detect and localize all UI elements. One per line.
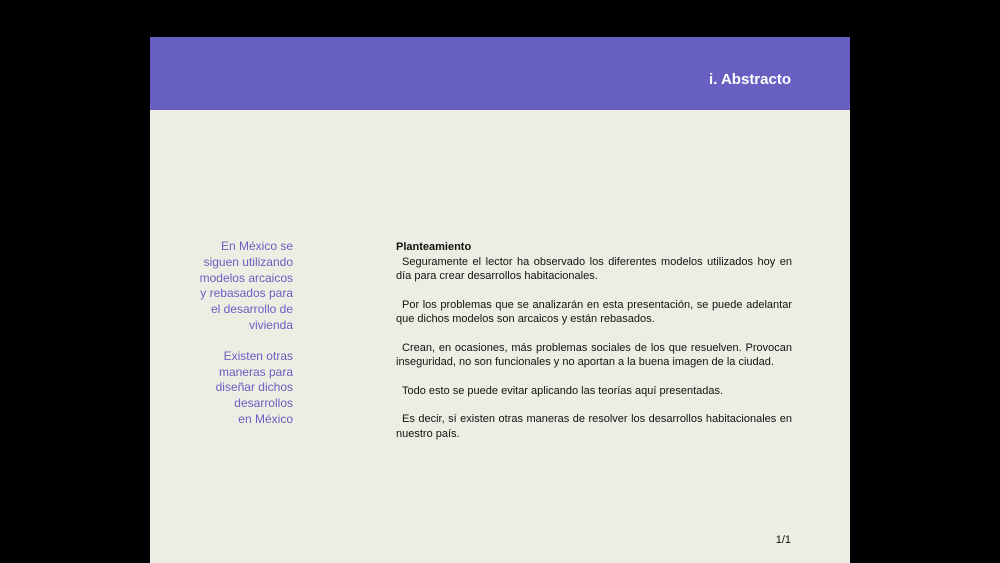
sidenote-line: modelos arcaicos [199,270,293,285]
sidenote-line: desarrollos [234,396,293,411]
header-bar [150,37,850,110]
sidenote [180,239,293,334]
page-number: 1/1 [775,534,791,546]
body-text [396,240,792,455]
paragraph: Seguramente el lector ha observado los diferentes modelos utilizados hoy en día para crear desarrollos habitacionales. [396,255,792,282]
section-heading: Planteamiento [396,241,472,253]
sidenotes [180,239,293,443]
sidenote-line: maneras para [218,364,293,379]
slide-title: i. Abstracto [709,71,791,88]
sidenote-line: En México se [220,239,293,253]
sidenote [180,349,293,428]
sidenote-line: y rebasados para [200,286,293,301]
sidenote-line: diseñar dichos [215,380,293,395]
paragraph: Todo esto se puede evitar aplicando las teorías aquí presentadas. [402,384,724,397]
sidenote-line: Existen otras [223,348,293,363]
sidenote-line: siguen utilizando [203,254,293,269]
paragraph: Crean, en ocasiones, más problemas sociales de los que resuelven. Provocan inseguridad, no son funcionales y no aportan a la buena imagen de la ciudad. [396,341,792,368]
sidenote-line: en México [238,411,293,426]
paragraph: Por los problemas que se analizarán en esta presentación, se puede adelantar que dichos modelos son arcaicos y están rebasados. [396,298,792,325]
sidenote-line: vivienda [248,317,293,332]
paragraph: Es decir, sí existen otras maneras de resolver los desarrollos habitacionales en nuestro país. [396,413,792,440]
slide [150,37,850,563]
sidenote-line: el desarrollo de [210,302,293,317]
